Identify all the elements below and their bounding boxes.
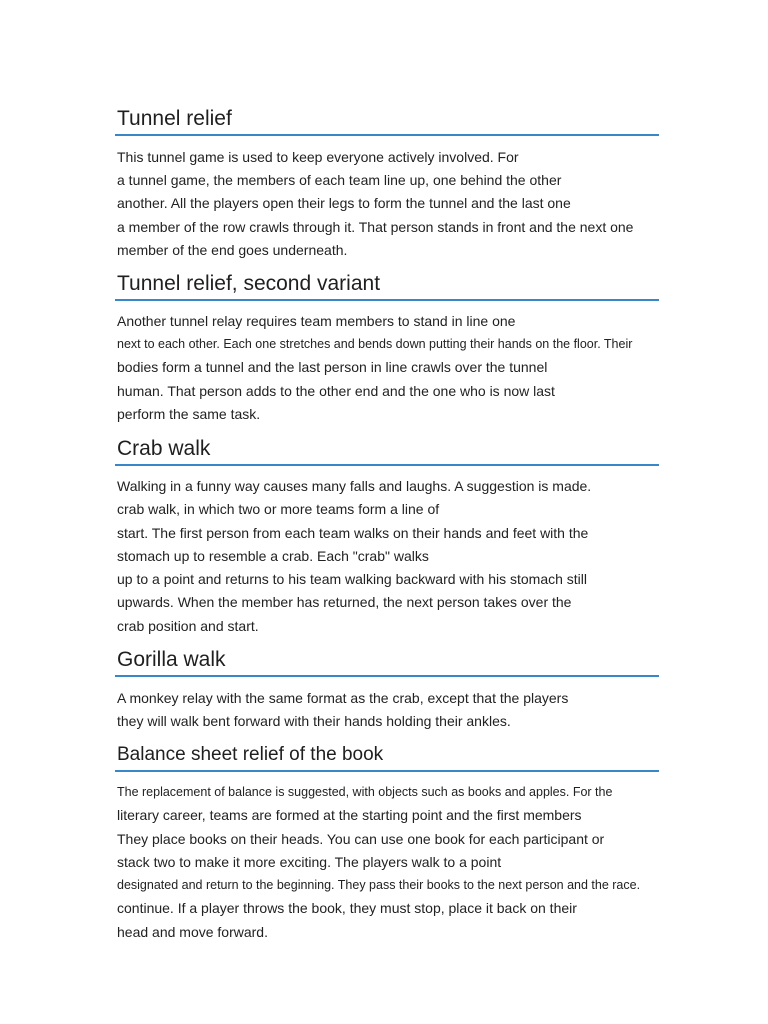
body-line: Walking in a funny way causes many falls and laughs. A suggestion is made. — [117, 478, 592, 494]
body-line: start. The first person from each team walks on their hands and feet with the — [117, 525, 589, 541]
body-line: crab walk, in which two or more teams form a line of — [117, 501, 440, 517]
body-line: a member of the row crawls through it. That person stands in front and the next one — [117, 219, 634, 235]
body-line: a tunnel game, the members of each team line up, one behind the other — [117, 172, 562, 188]
section-tunnel-relief-second-variant — [117, 271, 677, 301]
body-line: The replacement of balance is suggested, with objects such as books and apples. For the — [117, 785, 613, 799]
heading-rule — [115, 464, 659, 466]
body-line: stomach up to resemble a crab. Each "crab" walks — [117, 548, 429, 564]
heading-rule — [115, 299, 659, 301]
section-heading: Gorilla walk — [117, 648, 226, 671]
body-line: Another tunnel relay requires team members to stand in line one — [117, 313, 516, 329]
heading-rule — [115, 675, 659, 677]
body-line: This tunnel game is used to keep everyone actively involved. For — [117, 149, 519, 165]
body-line: perform the same task. — [117, 406, 261, 422]
body-line: up to a point and returns to his team walking backward with his stomach still — [117, 571, 588, 587]
body-line: they will walk bent forward with their hands holding their ankles. — [117, 713, 511, 729]
heading-rule — [115, 770, 659, 772]
body-line: next to each other. Each one stretches and bends down putting their hands on the floor. Their — [117, 337, 633, 351]
section-heading: Crab walk — [117, 437, 211, 460]
section-heading: Tunnel relief, second variant — [117, 272, 381, 295]
body-line: stack two to make it more exciting. The players walk to a point — [117, 854, 502, 870]
section-heading: Balance sheet relief of the book — [117, 744, 384, 765]
section-tunnel-relief — [117, 106, 677, 136]
heading-rule — [115, 134, 659, 136]
section-gorilla-walk — [117, 647, 677, 677]
body-line: bodies form a tunnel and the last person in line crawls over the tunnel — [117, 359, 548, 375]
body-line: They place books on their heads. You can use one book for each participant or — [117, 831, 605, 847]
body-line: upwards. When the member has returned, the next person takes over the — [117, 594, 572, 610]
body-line: head and move forward. — [117, 924, 268, 940]
body-line: A monkey relay with the same format as the crab, except that the players — [117, 690, 569, 706]
body-line: member of the end goes underneath. — [117, 242, 348, 258]
section-balance-sheet-relief — [117, 742, 677, 772]
body-line: another. All the players open their legs to form the tunnel and the last one — [117, 195, 571, 211]
body-line: human. That person adds to the other end and the one who is now last — [117, 383, 555, 399]
body-line: crab position and start. — [117, 618, 259, 634]
body-line: literary career, teams are formed at the starting point and the first members — [117, 807, 582, 823]
body-line: continue. If a player throws the book, they must stop, place it back on their — [117, 900, 577, 916]
section-crab-walk — [117, 436, 677, 466]
body-line: designated and return to the beginning. They pass their books to the next person and the race. — [117, 878, 641, 892]
section-heading: Tunnel relief — [117, 107, 232, 130]
